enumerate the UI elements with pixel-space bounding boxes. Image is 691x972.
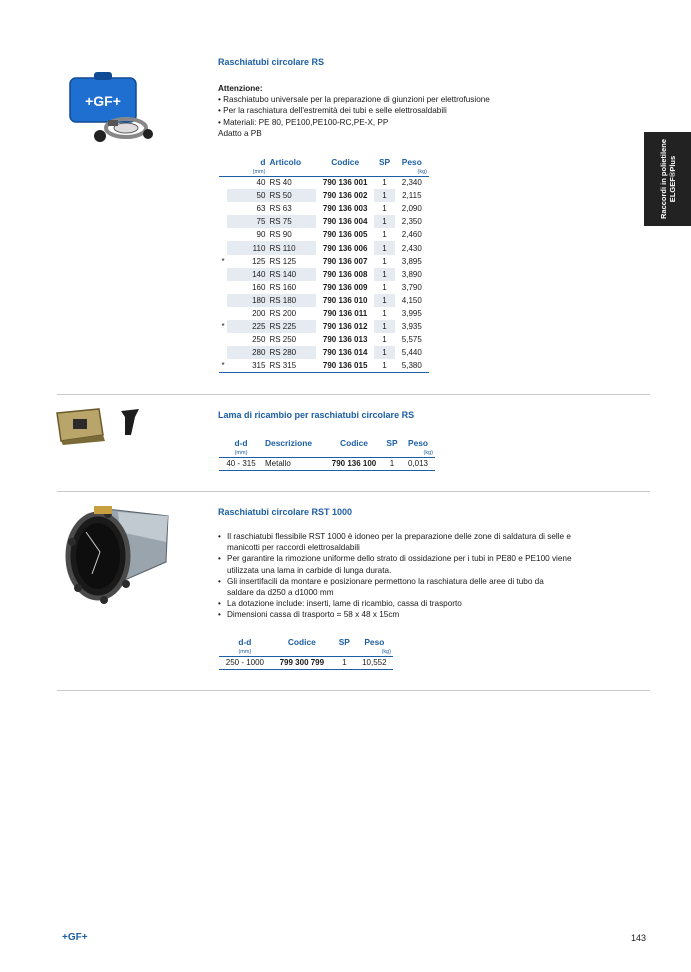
cell-peso: 2,350	[401, 217, 422, 227]
cell-articolo: RS 225	[267, 320, 315, 333]
cell-mark: *	[221, 322, 225, 332]
col-sp-header: SP	[386, 438, 398, 448]
section1-title: Raschiatubi circolare RS	[218, 57, 325, 67]
cell-sp: 1	[374, 359, 394, 372]
cell-descrizione: Metallo	[263, 457, 325, 470]
case-logo-text: +GF+	[85, 93, 121, 109]
table-row	[219, 215, 429, 228]
table-row	[219, 268, 429, 281]
unit-dd: (mm)	[219, 449, 263, 457]
rs-scraper-case-image	[68, 70, 158, 148]
cell-mark	[219, 215, 227, 228]
cell-sp: 1	[374, 320, 394, 333]
table-row	[219, 359, 429, 372]
cell-codice: 799 300 799	[271, 656, 333, 669]
section3-bullets	[218, 531, 650, 621]
col-codice-header: Codice	[287, 637, 316, 647]
cell-d: 315	[227, 359, 267, 372]
table-row	[219, 346, 429, 359]
divider	[57, 690, 650, 691]
cell-articolo: RS 200	[269, 308, 297, 318]
table-row	[219, 656, 393, 669]
cell-peso: 3,995	[401, 308, 422, 318]
col-sp-header: SP	[378, 157, 391, 167]
col-peso-header: Peso	[364, 637, 385, 647]
list-item: • Dimensioni cassa di trasporto = 58 x 48 x 15cm	[218, 610, 400, 620]
cell-dd: 250 - 1000	[219, 656, 271, 669]
table-row	[219, 202, 429, 215]
cell-articolo: RS 125	[269, 256, 297, 266]
cell-mark	[219, 333, 227, 346]
cell-peso: 2,090	[401, 204, 422, 214]
cell-peso: 4,150	[401, 295, 422, 305]
section1-bullet: • Materiali: PE 80, PE100,PE100-RC,PE-X, PP	[218, 117, 389, 127]
cell-codice: 790 136 006	[322, 243, 368, 253]
cell-peso: 5,380	[395, 359, 429, 372]
cell-sp: 1	[382, 335, 387, 345]
cell-mark	[219, 228, 227, 241]
col-peso-header: Peso	[401, 157, 422, 167]
cell-sp: 1	[374, 241, 394, 254]
rst-1000-scraper-image	[58, 502, 174, 610]
cell-sp: 1	[382, 204, 387, 214]
cell-articolo: RS 180	[267, 294, 315, 307]
cell-sp: 1	[374, 346, 394, 359]
table-row	[219, 189, 429, 202]
col-codice-header: Codice	[340, 438, 368, 448]
cell-articolo: RS 315	[267, 359, 315, 372]
section1-note: Adatto a PB	[218, 128, 262, 138]
cell-mark	[219, 294, 227, 307]
cell-articolo: RS 280	[267, 346, 315, 359]
cell-mark: *	[221, 256, 225, 266]
side-section-tab	[644, 132, 691, 226]
col-articolo-header: Articolo	[269, 157, 302, 167]
cell-peso: 2,340	[401, 178, 422, 188]
cell-d: 40	[256, 178, 266, 188]
spare-blade-image	[55, 405, 145, 445]
table-row	[219, 176, 429, 189]
cell-codice: 790 136 010	[322, 295, 368, 305]
cell-dd: 40 - 315	[219, 457, 263, 470]
cell-peso: 5,440	[401, 348, 422, 358]
col-descrizione-header: Descrizione	[265, 438, 313, 448]
cell-peso: 2,430	[401, 243, 422, 253]
cell-sp: 1	[382, 178, 387, 188]
cell-sp: 1	[382, 282, 387, 292]
cell-peso: 3,935	[401, 322, 422, 332]
side-tab-line2: ELGEF®Plus	[667, 155, 677, 203]
cell-peso: 3,790	[401, 282, 422, 292]
cell-codice: 790 136 007	[322, 256, 368, 266]
cell-sp: 1	[374, 294, 394, 307]
cell-d: 90	[256, 230, 266, 240]
col-dd-header: d-d	[238, 637, 252, 647]
cell-d: 250	[252, 335, 266, 345]
cell-codice: 790 136 011	[323, 308, 368, 318]
col-peso-header: Peso	[407, 438, 429, 448]
cell-d: 63	[256, 204, 266, 214]
cell-sp: 1	[383, 457, 401, 470]
table-row	[219, 228, 429, 241]
footer-gf-logo: +GF+	[62, 932, 88, 943]
unit-peso: (kg)	[395, 168, 429, 176]
col-d-header: d	[260, 157, 266, 167]
cell-articolo: RS 250	[269, 335, 297, 345]
cell-articolo: RS 50	[267, 189, 315, 202]
unit-peso: (kg)	[401, 449, 435, 457]
col-dd-header: d-d	[234, 438, 248, 448]
cell-mark: *	[219, 359, 227, 372]
cell-codice: 790 136 002	[322, 191, 368, 201]
cell-codice: 790 136 012	[322, 322, 368, 332]
cell-codice: 790 136 100	[325, 457, 383, 470]
cell-codice: 790 136 001	[322, 178, 368, 188]
cell-codice: 790 136 003	[322, 204, 368, 214]
spare-blade-table	[219, 437, 435, 471]
cell-mark	[219, 346, 227, 359]
cell-d: 160	[252, 282, 266, 292]
table-row	[219, 255, 429, 268]
divider	[57, 491, 650, 492]
list-item: • Il raschiatubi flessibile RST 1000 è idoneo per la preparazione delle zone di saldatura di selle e manicotti per raccordi elettrosaldabili	[218, 532, 571, 553]
cell-sp: 1	[374, 189, 394, 202]
unit-dd: (mm)	[219, 648, 271, 656]
cell-d: 200	[252, 308, 266, 318]
rs-article-table	[219, 156, 429, 373]
unit-d: (mm)	[227, 168, 267, 176]
cell-mark	[219, 189, 227, 202]
cell-articolo: RS 110	[267, 241, 315, 254]
cell-peso: 3,890	[401, 269, 422, 279]
cell-d: 280	[227, 346, 267, 359]
cell-sp: 1	[382, 230, 387, 240]
list-item: • Gli insertifacili da montare e posizionare permettono la raschiatura delle aree di tubo da saldare da d250 a d1000 mm	[218, 576, 544, 598]
section2-title: Lama di ricambio per raschiatubi circolare RS	[218, 410, 415, 420]
cell-d: 110	[227, 241, 267, 254]
table-row	[219, 307, 429, 320]
table-row	[219, 457, 435, 470]
cell-peso: 2,115	[402, 191, 422, 201]
cell-articolo: RS 75	[267, 215, 315, 228]
cell-mark	[219, 176, 227, 189]
table-row	[219, 294, 429, 307]
cell-d: 125	[252, 256, 266, 266]
col-codice-header: Codice	[331, 157, 360, 167]
cell-d: 180	[227, 294, 267, 307]
cell-sp: 1	[382, 308, 387, 318]
cell-d: 50	[227, 189, 267, 202]
side-tab-line1: Raccordi in polietilene	[658, 138, 668, 220]
section1-bullet: • Per la raschiatura dell'estremità dei tubi e selle elettrosaldabili	[218, 106, 447, 116]
section1-description	[218, 83, 490, 139]
col-sp-header: SP	[338, 637, 350, 647]
cell-mark	[219, 307, 227, 320]
table-row	[219, 320, 429, 333]
list-item: • Per garantire la rimozione uniforme dello strato di ossidazione per i tubi in PE80 e PE100 viene utilizzata una lama in carbide di lunga durata.	[218, 554, 572, 575]
cell-d: 75	[227, 215, 267, 228]
cell-sp: 1	[374, 268, 394, 281]
cell-articolo: RS 90	[269, 230, 292, 240]
cell-mark	[219, 268, 227, 281]
cell-codice: 790 136 004	[322, 217, 368, 227]
cell-peso: 2,460	[401, 230, 422, 240]
table-row	[219, 333, 429, 346]
rst-1000-table	[219, 636, 393, 670]
list-item: • La dotazione include: inserti, lame di ricambio, cassa di trasporto	[218, 599, 462, 609]
cell-articolo: RS 140	[267, 268, 315, 281]
table-row	[219, 281, 429, 294]
page-number: 143	[631, 933, 647, 943]
cell-peso: 5,575	[401, 335, 422, 345]
cell-sp: 1	[382, 256, 387, 266]
cell-mark	[219, 202, 227, 215]
cell-codice: 790 136 015	[316, 359, 375, 372]
section3-title: Raschiatubi circolare RST 1000	[218, 507, 353, 517]
cell-mark	[219, 281, 227, 294]
attention-label: Attenzione:	[218, 84, 263, 93]
cell-codice: 790 136 014	[322, 348, 368, 358]
cell-sp: 1	[333, 656, 356, 669]
section1-bullet: • Raschiatubo universale per la preparazione di giunzioni per elettrofusione	[218, 95, 490, 105]
cell-peso: 0,013	[401, 457, 435, 470]
cell-codice: 790 136 008	[322, 269, 368, 279]
table-row	[219, 241, 429, 254]
cell-mark	[219, 241, 227, 254]
cell-sp: 1	[374, 215, 394, 228]
cell-articolo: RS 40	[269, 178, 292, 188]
cell-peso: 3,895	[401, 256, 422, 266]
cell-d: 225	[227, 320, 267, 333]
divider	[57, 394, 650, 395]
cell-articolo: RS 63	[269, 204, 292, 214]
cell-d: 140	[227, 268, 267, 281]
unit-peso: (kg)	[356, 648, 393, 656]
cell-codice: 790 136 013	[322, 335, 368, 345]
cell-codice: 790 136 009	[322, 282, 368, 292]
cell-articolo: RS 160	[269, 282, 297, 292]
cell-peso: 10,552	[356, 656, 393, 669]
cell-codice: 790 136 005	[322, 230, 368, 240]
